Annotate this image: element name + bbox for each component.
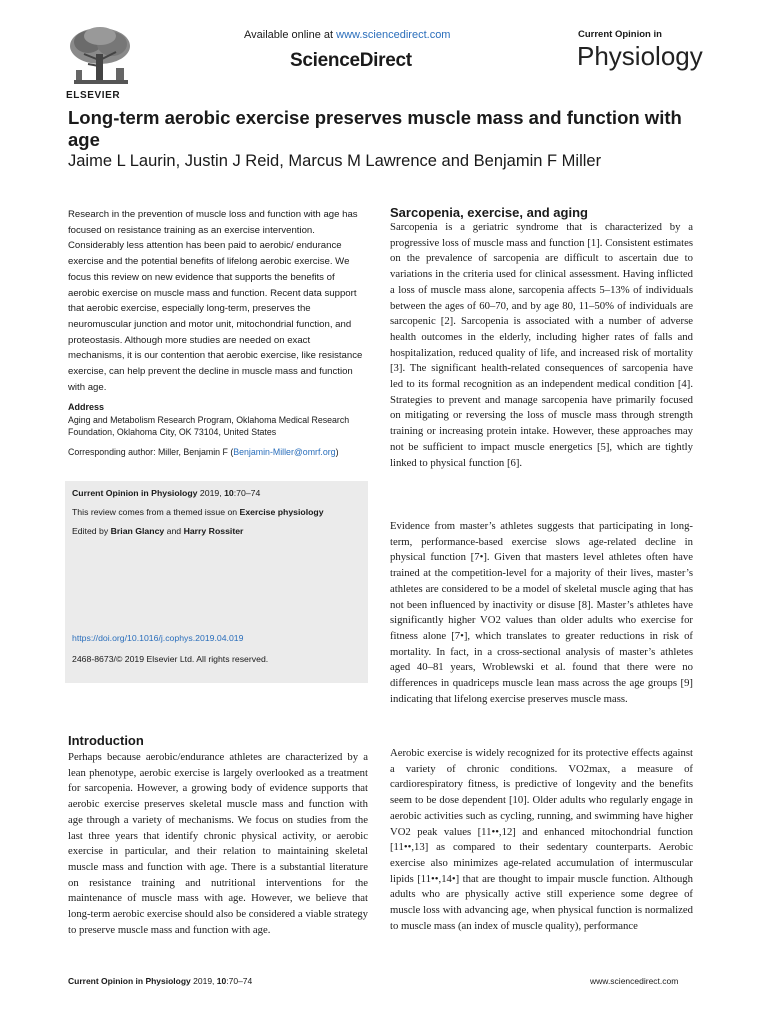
citation-journal: Current Opinion in Physiology	[72, 488, 198, 498]
citation-line	[72, 488, 260, 498]
article-info-box	[65, 481, 368, 683]
theme-name: Exercise physiology	[239, 507, 324, 517]
citation-volume: 10	[224, 488, 234, 498]
edited-line	[72, 526, 243, 536]
theme-prefix: This review comes from a themed issue on	[72, 507, 240, 517]
introduction-body: Perhaps because aerobic/endurance athletes are characterized by a lean phenotype, aerobic exercise is largely overlooked as a treatment for sarcopenia. However, a growing body of evidence supports that aerobic exercise preserves skeletal muscle mass and function with age through a variety of mechanisms. We focus on studies from the last three years that identify chronic physical activity, or aerobic exercise in particular, and their relation to maintaining skeletal muscle mass and function with age. There is a substantial literature on resistance training and nutritional interventions for the maintenance of muscle mass with age. However, we believe that long-term aerobic exercise should also be considered a viable strategy to preserve muscle mass and function with age.	[68, 751, 368, 936]
footer-citation	[68, 976, 252, 986]
introduction-heading: Introduction	[68, 733, 144, 748]
edited-prefix: Edited by	[72, 526, 111, 536]
citation-pages: :70–74	[233, 488, 261, 498]
sarcopenia-paragraph-3: Aerobic exercise is widely recognized for its protective effects against a variety of chronic conditions. VO2max, a measure of cardiorespiratory fitness, is predictive of longevity and the benefits seem to be dose dependent [10]. Older adults who regularly engage in aerobic activities such as cycling, running, and swimming have higher VO2 peak values [11••,12] and enhanced mitochondrial function [11••,13] as compared to their sedentary counterparts. Aerobic exercise also minimizes age-related accumulation of intermuscular lipids [11••,14•] that are thought to impair muscle function. Although adults who are physically active still experience some degree of muscle loss with advancing age, when physical function is normalized to muscle mass (an index of muscle quality), performance	[390, 747, 693, 932]
doi-link[interactable]: https://doi.org/10.1016/j.cophys.2019.04.019	[72, 633, 244, 643]
corresponding-suffix: )	[335, 447, 339, 457]
address-heading: Address	[68, 402, 105, 412]
available-online	[244, 29, 450, 41]
editor-1: Brian Glancy	[110, 526, 165, 536]
available-prefix: Available online at	[244, 29, 337, 41]
journal-name-small: Current Opinion in	[578, 29, 662, 40]
address-text: Aging and Metabolism Research Program, Oklahoma Medical Research Foundation, Oklahoma City, OK 73104, United States	[68, 415, 350, 437]
publisher-name: ELSEVIER	[66, 90, 121, 101]
author-email-link[interactable]: Benjamin-Miller@omrf.org	[233, 447, 336, 457]
sciencedirect-link[interactable]: www.sciencedirect.com	[336, 29, 451, 41]
article-authors: Jaime L Laurin, Justin J Reid, Marcus M Lawrence and Benjamin F Miller	[68, 152, 602, 170]
citation-year: 2019,	[197, 488, 225, 498]
footer-volume: 10	[216, 976, 227, 986]
footer-url[interactable]: www.sciencedirect.com	[590, 976, 679, 986]
sarcopenia-paragraph-2: Evidence from master’s athletes suggests that participating in long-term, performance-based exercise slows age-related decline in physical function [7•]. Given that masters level athletes often have trained at the competition-level for a majority of their lives, master’s athletes are considered to be a model of skeletal muscle aging that has not been influenced by inactivity or disuse [8]. Master’s athletes have significantly higher VO2 values than older adults who exercise for fitness alone [7•], which translates to greater reductions in risk of mortality. In fact, in a cross-sectional analysis of master’s athletes aged 40–81 years, Wroblewski et al. found that there were no differences in quadriceps muscle lean mass across the age groups [9] indicating that lifelong exercise preserves muscle mass.	[390, 520, 693, 705]
sciencedirect-logo: ScienceDirect	[290, 50, 412, 71]
issn-copyright: 2468-8673/© 2019 Elsevier Ltd. All rights reserved.	[72, 654, 269, 664]
corresponding-prefix: Corresponding author: Miller, Benjamin F (	[68, 447, 234, 457]
article-title: Long-term aerobic exercise preserves muscle mass and function with age	[68, 107, 682, 150]
editor-and: and	[164, 526, 184, 536]
footer-year: 2019,	[190, 976, 217, 986]
abstract: Research in the prevention of muscle loss and function with age has focused on resistance training as an exercise intervention. Considerably less attention has been paid to aerobic/ endurance exercise and the potential benefits of lifelong aerobic exercise. We focus this review on new evidence that supports the benefits of aerobic exercise on muscle mass and function. Recent data support that aerobic exercise, especially long-term, preserves the neuromuscular junction and motor unit, mitochondrial function, and proteostasis. Although more studies are needed on exact mechanisms, it is our contention that aerobic exercise, like resistance exercise, can help prevent the decline in muscle mass and function with age.	[68, 209, 363, 393]
footer-pages: :70–74	[226, 976, 253, 986]
editor-2: Harry Rossiter	[183, 526, 244, 536]
theme-line	[72, 507, 324, 517]
corresponding-author	[68, 447, 368, 457]
footer-journal: Current Opinion in Physiology	[68, 976, 191, 986]
sarcopenia-paragraph-1: Sarcopenia is a geriatric syndrome that is characterized by a progressive loss of muscle mass and function [1]. Consistent estimates on the prevalence of sarcopenia are difficult to ascertain due to variations in the criteria used for clinical assessment. Having inflicted a loss of muscle mass alone, sarcopenia affects 5–13% of individuals between the ages of 60–70, and by age 80, 11–50% of individuals are sarcopenic [2]. Sarcopenia is associated with a number of adverse health outcomes in the elderly, including higher rates of falls and hospitalization, reduced quality of life, and increased risk of mortality [3]. The significant health-related consequences of sarcopenia have led to its formal recognition as an independent medical condition [4]. Strategies to prevent and manage sarcopenia have primarily focused on mitigating or reversing the loss of muscle mass through strength training or increasing protein intake. However, these approaches may not be sufficient to impact muscle energetics [5], which are tightly linked to physical function [6].	[390, 221, 693, 469]
journal-name-big: Physiology	[577, 41, 703, 71]
sarcopenia-heading: Sarcopenia, exercise, and aging	[390, 205, 588, 220]
